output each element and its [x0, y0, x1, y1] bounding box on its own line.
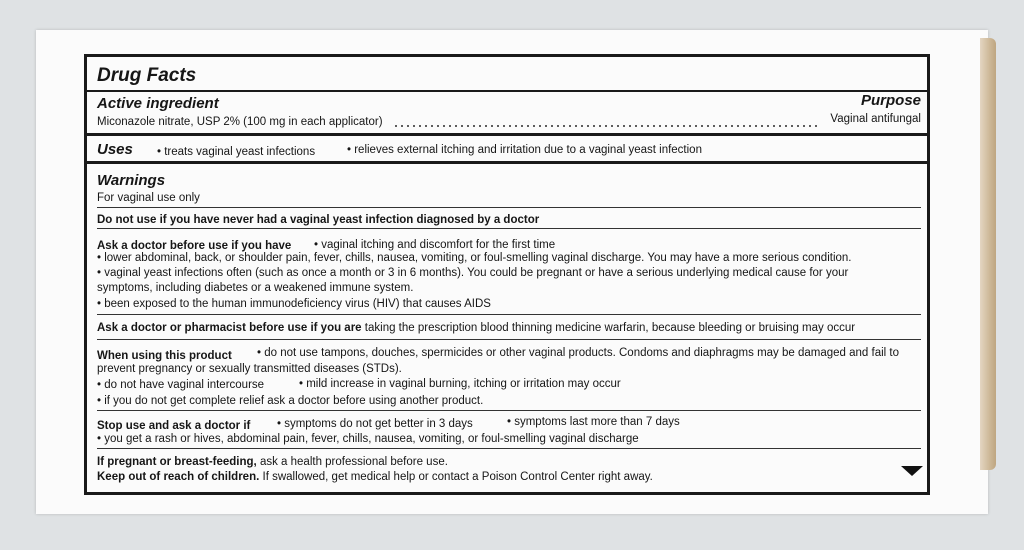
ask-doctor-item: symptoms, including diabetes or a weakened immune system.: [97, 282, 414, 294]
active-ingredient-heading: Active ingredient: [97, 95, 219, 112]
divider: [97, 339, 921, 340]
ask-doctor-item: • vaginal itching and discomfort for the first time: [314, 239, 556, 251]
when-using-item: • if you do not get complete relief ask a doctor before using another product.: [97, 395, 484, 407]
ingredient-text: Miconazole nitrate, USP 2% (100 mg in each applicator): [97, 116, 383, 128]
dot-leader: [393, 117, 819, 127]
stop-use-item: • symptoms do not get better in 3 days: [277, 418, 473, 430]
warnings-heading: Warnings: [97, 172, 166, 189]
do-not-use-text: Do not use if you have never had a vaginal yeast infection diagnosed by a doctor: [97, 214, 540, 226]
ask-doctor-item: • been exposed to the human immunodeficiency virus (HIV) that causes AIDS: [97, 298, 491, 310]
purpose-heading: Purpose: [860, 92, 921, 109]
ask-doctor-item: • vaginal yeast infections often (such as once a month or 3 in 6 months). You could be pregnant or have a serious underlying medical cause for your: [97, 267, 849, 279]
stop-use-item: • you get a rash or hives, abdominal pain, fever, chills, nausea, vomiting, or foul-smelling vaginal discharge: [97, 433, 639, 445]
uses-item: • treats vaginal yeast infections: [157, 146, 316, 158]
keep-out-row: [97, 471, 653, 484]
ask-doctor-label: Ask a doctor before use if you have: [97, 240, 292, 252]
ask-pharmacist-label: Ask a doctor or pharmacist before use if you are: [97, 322, 362, 334]
drug-facts-title: Drug Facts: [97, 65, 197, 86]
when-using-item: prevent pregnancy or sexually transmitted diseases (STDs).: [97, 363, 402, 375]
ask-pharmacist-row: [97, 322, 855, 335]
continue-arrow-icon: [901, 466, 923, 476]
divider: [87, 133, 927, 136]
pregnant-text: ask a health professional before use.: [259, 456, 448, 468]
divider: [87, 161, 927, 164]
ask-pharmacist-text: taking the prescription blood thinning medicine warfarin, because bleeding or bruising may occur: [364, 322, 856, 334]
box-side-edge: [980, 38, 996, 470]
uses-heading: Uses: [97, 141, 133, 158]
divider: [97, 228, 921, 229]
when-using-item: • do not have vaginal intercourse: [97, 379, 265, 391]
when-using-item: • do not use tampons, douches, spermicides or other vaginal products. Condoms and diaphragms may be damaged and fail to: [257, 347, 900, 359]
purpose-text: Vaginal antifungal: [830, 113, 921, 125]
keep-out-text: If swallowed, get medical help or contact a Poison Control Center right away.: [262, 471, 653, 483]
divider: [97, 448, 921, 449]
when-using-label: When using this product: [97, 350, 232, 362]
keep-out-label: Keep out of reach of children.: [97, 471, 260, 483]
stop-use-label: Stop use and ask a doctor if: [97, 420, 251, 432]
pregnant-row: [97, 456, 448, 469]
divider: [87, 90, 927, 92]
divider: [97, 410, 921, 411]
divider: [97, 314, 921, 315]
uses-item: • relieves external itching and irritation due to a vaginal yeast infection: [347, 144, 702, 156]
when-using-item: • mild increase in vaginal burning, itching or irritation may occur: [299, 378, 621, 390]
pregnant-label: If pregnant or breast-feeding,: [97, 456, 257, 468]
vaginal-use-only: For vaginal use only: [97, 192, 200, 204]
drug-facts-panel: [84, 54, 930, 495]
stop-use-item: • symptoms last more than 7 days: [507, 416, 680, 428]
divider: [97, 207, 921, 208]
ask-doctor-item: • lower abdominal, back, or shoulder pain, fever, chills, nausea, vomiting, or foul-smelling vaginal discharge. You may have a more serious condition.: [97, 252, 852, 264]
